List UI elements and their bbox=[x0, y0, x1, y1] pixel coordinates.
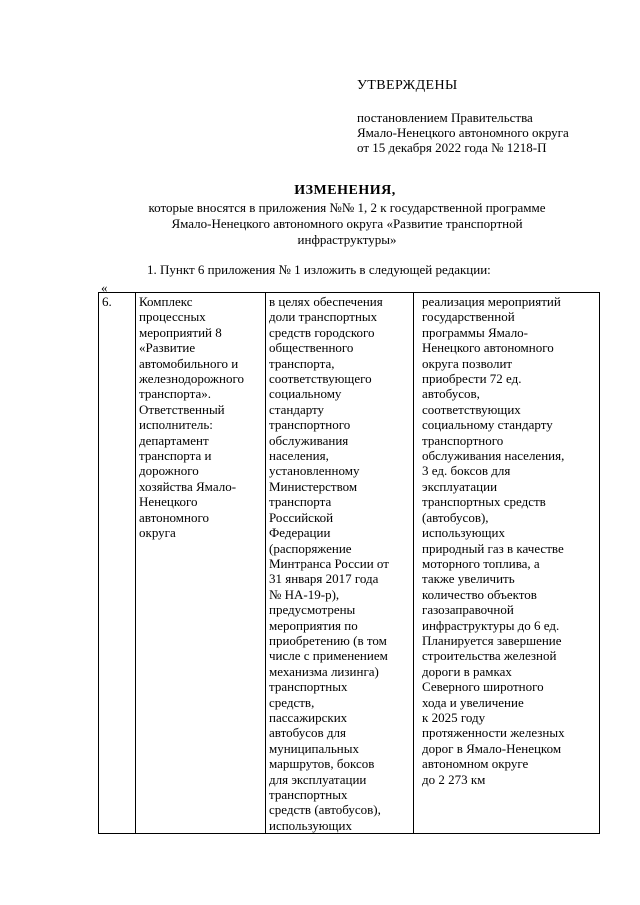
cell-text-line: использующих bbox=[269, 817, 352, 833]
cell-text-line: программы Ямало- bbox=[422, 324, 529, 340]
table-row bbox=[99, 293, 600, 834]
cell-text-line: транспортного bbox=[422, 432, 504, 448]
cell-text-line: процессных bbox=[139, 309, 206, 325]
opening-quote: « bbox=[101, 280, 108, 295]
cell-text-line: общественного bbox=[269, 340, 354, 356]
subtitle-line-2: Ямало-Ненецкого автономного округа «Развитие транспортной bbox=[171, 216, 523, 231]
cell-text-line: транспорта». bbox=[139, 386, 211, 402]
cell-text-line: маршрутов, боксов bbox=[269, 756, 375, 772]
cell-text-line: округа позволит bbox=[422, 355, 513, 371]
cell-text-line: Планируется завершение bbox=[422, 632, 562, 648]
cell-text-line: дорожного bbox=[139, 463, 199, 479]
cell-text-line: обслуживания населения, bbox=[422, 448, 565, 464]
cell-text-line: Минтранса России от bbox=[269, 555, 389, 571]
cell-text-line: предусмотрены bbox=[269, 602, 356, 618]
subtitle-line-3: инфраструктуры» bbox=[297, 232, 397, 247]
cell-text-line: мероприятий 8 bbox=[139, 324, 222, 340]
cell-text-line: исполнитель: bbox=[139, 417, 213, 433]
document-title: ИЗМЕНЕНИЯ, bbox=[294, 183, 396, 198]
cell-text-line: хода и увеличение bbox=[422, 694, 524, 710]
cell-text-line: средств (автобусов), bbox=[269, 802, 381, 818]
changes-table bbox=[98, 292, 600, 834]
cell-text-line: Министерством bbox=[269, 478, 358, 494]
cell-text-line: в целях обеспечения bbox=[269, 294, 383, 309]
cell-text-line: моторного топлива, а bbox=[422, 555, 540, 571]
cell-text-line: использующих bbox=[422, 525, 505, 541]
cell-text-line: (распоряжение bbox=[269, 540, 352, 556]
cell-text-line: транспорта bbox=[269, 494, 332, 510]
cell-text-line: дороги в рамках bbox=[422, 663, 512, 679]
cell-text-line: Федерации bbox=[269, 525, 331, 541]
row-number: 6. bbox=[102, 294, 112, 309]
cell-text-line: департамент bbox=[139, 432, 209, 448]
cell-text-line: эксплуатации bbox=[422, 478, 498, 494]
cell-text-line: количество объектов bbox=[422, 586, 537, 602]
cell-text-line: автономном округе bbox=[422, 756, 529, 772]
activity-name-cell bbox=[136, 293, 266, 834]
item-instruction: 1. Пункт 6 приложения № 1 изложить в следующей редакции: bbox=[147, 262, 491, 277]
cell-text-line: № НА-19-р), bbox=[269, 586, 340, 602]
cell-text-line: инфраструктуры до 6 ед. bbox=[422, 617, 560, 633]
approval-line-3: от 15 декабря 2022 года № 1218-П bbox=[357, 140, 547, 155]
cell-text-line: Комплекс bbox=[139, 294, 193, 309]
cell-text-line: протяженности железных bbox=[422, 725, 565, 741]
approval-heading: УТВЕРЖДЕНЫ bbox=[357, 78, 458, 93]
cell-text-line: государственной bbox=[422, 309, 515, 325]
cell-text-line: средств, bbox=[269, 694, 315, 710]
cell-text-line: также увеличить bbox=[422, 571, 515, 587]
cell-text-line: автобусов для bbox=[269, 725, 346, 741]
cell-text-line: автомобильного и bbox=[139, 355, 239, 371]
cell-text-line: Ответственный bbox=[139, 401, 225, 417]
cell-text-line: транспортных bbox=[269, 679, 348, 695]
activity-purpose-cell bbox=[266, 293, 414, 834]
cell-text-line: соответствующего bbox=[269, 371, 372, 387]
cell-text-line: транспортных bbox=[269, 787, 348, 802]
cell-text-line: числе с применением bbox=[269, 648, 388, 664]
cell-text-line: до 2 273 км bbox=[422, 771, 486, 787]
cell-text-line: социальному bbox=[269, 386, 342, 402]
cell-text-line: транспортных средств bbox=[422, 494, 546, 510]
cell-text-line: средств городского bbox=[269, 324, 375, 340]
cell-text-line: хозяйства Ямало- bbox=[139, 478, 237, 494]
cell-text-line: обслуживания bbox=[269, 432, 349, 448]
cell-text-line: дорог в Ямало-Ненецком bbox=[422, 740, 562, 756]
cell-text-line: (автобусов), bbox=[422, 509, 489, 525]
cell-text-line: реализация мероприятий bbox=[422, 294, 561, 309]
cell-text-line: Северного широтного bbox=[422, 679, 544, 695]
cell-text-line: пассажирских bbox=[269, 709, 348, 725]
cell-text-line: транспорта и bbox=[139, 448, 212, 464]
cell-text-line: для эксплуатации bbox=[269, 771, 367, 787]
cell-text-line: автономного bbox=[139, 509, 209, 525]
cell-text-line: природный газ в качестве bbox=[422, 540, 564, 556]
cell-text-line: «Развитие bbox=[139, 340, 196, 356]
cell-text-line: транспорта, bbox=[269, 355, 335, 371]
approval-line-1: постановлением Правительства bbox=[357, 110, 533, 125]
cell-text-line: установленному bbox=[269, 463, 360, 479]
cell-text-line: механизма лизинга) bbox=[269, 663, 379, 679]
cell-text-line: социальному стандарту bbox=[422, 417, 553, 433]
cell-text-line: Ненецкого автономного bbox=[422, 340, 554, 356]
cell-text-line: Российской bbox=[269, 509, 334, 525]
cell-text-line: газозаправочной bbox=[422, 602, 514, 618]
cell-text-line: 3 ед. боксов для bbox=[422, 463, 511, 479]
cell-text-line: населения, bbox=[269, 448, 329, 464]
cell-text-line: строительства железной bbox=[422, 648, 557, 664]
cell-text-line: автобусов, bbox=[422, 386, 480, 402]
cell-text-line: 31 января 2017 года bbox=[269, 571, 379, 587]
cell-text-line: доли транспортных bbox=[269, 309, 378, 325]
cell-text-line: мероприятия по bbox=[269, 617, 358, 633]
cell-text-line: округа bbox=[139, 525, 176, 541]
cell-text-line: железнодорожного bbox=[139, 371, 244, 387]
activity-result-cell bbox=[414, 293, 600, 834]
cell-text-line: соответствующих bbox=[422, 401, 521, 417]
cell-text-line: муниципальных bbox=[269, 740, 360, 756]
cell-text-line: приобретению (в том bbox=[269, 632, 387, 648]
cell-text-line: к 2025 году bbox=[422, 709, 486, 725]
cell-text-line: Ненецкого bbox=[139, 494, 198, 510]
subtitle-line-1: которые вносятся в приложения №№ 1, 2 к государственной программе bbox=[148, 200, 546, 215]
row-number-cell bbox=[99, 293, 136, 834]
approval-line-2: Ямало-Ненецкого автономного округа bbox=[357, 125, 569, 140]
cell-text-line: транспортного bbox=[269, 417, 351, 433]
cell-text-line: стандарту bbox=[269, 401, 325, 417]
cell-text-line: приобрести 72 ед. bbox=[422, 371, 522, 387]
